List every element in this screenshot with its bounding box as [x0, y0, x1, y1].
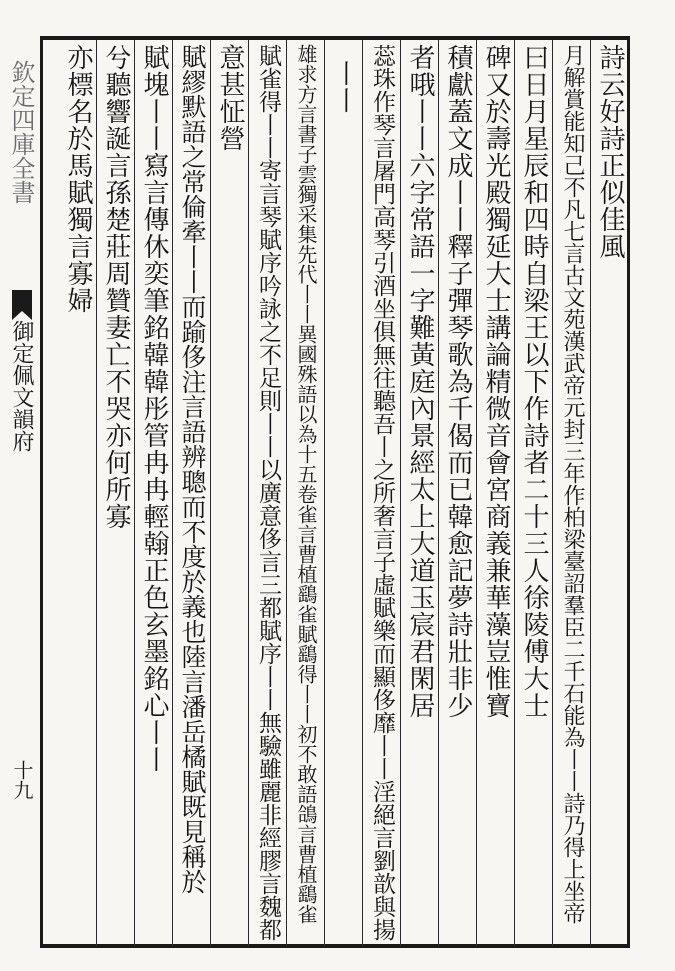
column-rule [590, 40, 591, 946]
text-column: 賦塊丨丨寫言傳休奕筆銘韓韓彤管冉冉輕翰正色玄墨銘心丨丨 [139, 44, 169, 773]
column-rule [400, 40, 401, 946]
column-rule [134, 40, 135, 946]
margin-header: 欽定四庫全書 [7, 60, 35, 204]
column-rule [552, 40, 553, 946]
text-column: 者哦丨丨六字常語一字難黃庭內景經太上大道玉宸君閑居 [405, 44, 435, 719]
page-number: 十九 [10, 760, 34, 800]
column-rule [514, 40, 515, 946]
text-column: 兮聽響誕言孫楚莊周贊妻亡不哭亦何所寡 [101, 44, 131, 530]
column-rule [248, 40, 249, 946]
text-column: 賦雀得丨丨寄言琴賦序吟詠之不足則丨丨以廣意侈言三都賦序丨丨無驗雖麗非經膠言魏都 [255, 44, 281, 941]
margin-rule [40, 36, 43, 948]
text-column: 蕊珠作琴言屠門高琴引酒坐俱無往聽吾丨之所奢言子虛賦樂而顯侈靡丨丨淫絕言劉歆與揚 [369, 44, 395, 941]
text-column: 曰日月星辰和四時自梁王以下作詩者二十三人徐陵傅大士 [519, 44, 549, 719]
column-rule [96, 40, 97, 946]
column-rule [476, 40, 477, 946]
text-column: 意甚怔營 [215, 44, 245, 152]
text-column: 詩云好詩正似佳風 [595, 44, 625, 260]
column-rule [362, 40, 363, 946]
column-rule [438, 40, 439, 946]
text-column: 丨丨 [329, 60, 359, 114]
text-column: 賦繆默語之常倫牽丨丨而踰侈注言語辨聰而不度於義也陸言潘岳橘賦既見稱於 [178, 44, 207, 894]
column-rule [286, 40, 287, 946]
column-rule [210, 40, 211, 946]
column-rule [324, 40, 325, 946]
text-column: 積獻蓋文成丨丨釋子彈琴歌為千偈而已韓愈記夢詩壯非少 [443, 44, 473, 719]
text-column: 碑又於壽光殿獨延大士講論精微音會宮商義兼華藻豈惟寶 [481, 44, 511, 719]
column-rule [172, 40, 173, 946]
text-column: 雄求方言書子雲獨采集先代丨丨異國殊語以為十五卷雀言曹植鷂雀賦鷂得丨丨初不敢語鴿言曹植鷂雀 [294, 44, 318, 924]
book-title: 御定佩文韻府 [9, 320, 34, 452]
text-column: 月解賞能知己不凡七言古文苑漢武帝元封三年作柏梁臺詔羣臣二千石能為丨丨詩乃得上坐帝 [560, 44, 585, 924]
text-column: 亦標名於馬賦獨言寡婦 [63, 44, 93, 314]
